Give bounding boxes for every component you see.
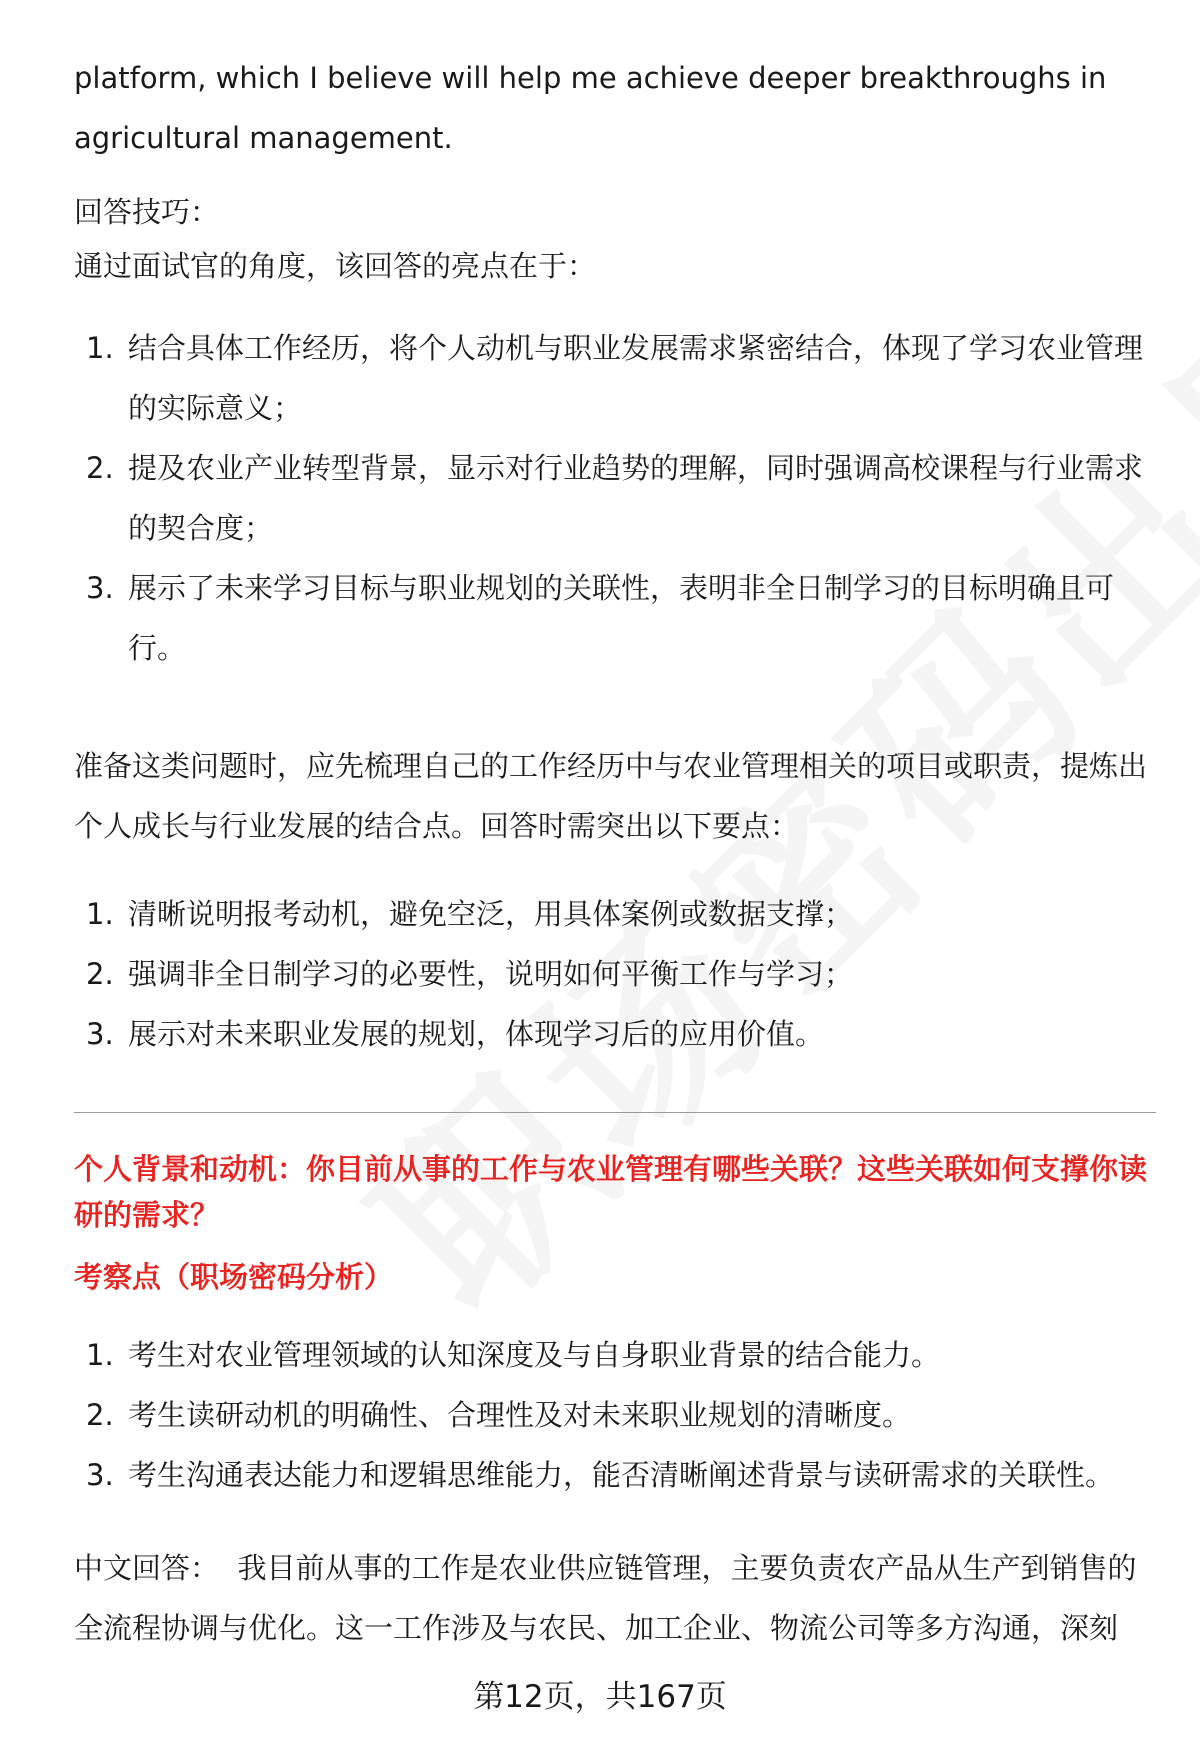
tips-intro: 通过面试官的角度，该回答的亮点在于： (74, 249, 597, 283)
tips-list (74, 318, 1154, 678)
prep-paragraph: 准备这类问题时，应先梳理自己的工作经历中与农业管理相关的项目或职责，提炼出个人成长与行业发展的结合点。回答时需突出以下要点： (74, 749, 1148, 843)
list-item: 2. 提及农业产业转型背景，显示对行业趋势的理解，同时强调高校课程与行业需求的契合度； (86, 451, 1144, 545)
list-item: 3. 考生沟通表达能力和逻辑思维能力，能否清晰阐述背景与读研需求的关联性。 (86, 1458, 1115, 1492)
list-item: 3. 展示对未来职业发展的规划，体现学习后的应用价值。 (86, 1017, 825, 1051)
page-number: 第12页，共167页 (473, 1679, 727, 1715)
list-item: 1. 考生对农业管理领域的认知深度及与自身职业背景的结合能力。 (86, 1338, 941, 1372)
analysis-list (74, 1325, 1154, 1505)
intro-paragraph: platform, which I believe will help me achieve deeper breakthroughs in agricultural management. (74, 61, 1107, 155)
section-divider (74, 1112, 1156, 1113)
answer-paragraph (74, 1538, 1154, 1658)
answer-label: 中文回答： (74, 1551, 220, 1585)
list-item: 3. 展示了未来学习目标与职业规划的关联性，表明非全日制学习的目标明确且可行。 (86, 571, 1115, 665)
answer-text: 我目前从事的工作是农业供应链管理，主要负责农产品从生产到销售的全流程协调与优化。这一工作涉及与农民、加工企业、物流公司等多方沟通，深刻 (74, 1551, 1137, 1645)
analysis-subtitle: 考察点（职场密码分析） (74, 1260, 394, 1294)
list-item: 2. 强调非全日制学习的必要性，说明如何平衡工作与学习； (86, 957, 854, 991)
question-title: 个人背景和动机：你目前从事的工作与农业管理有哪些关联？这些关联如何支撑你读研的需求？ (74, 1152, 1148, 1232)
prep-list (74, 884, 1154, 1064)
list-item: 1. 结合具体工作经历，将个人动机与职业发展需求紧密结合，体现了学习农业管理的实际意义； (86, 331, 1144, 425)
list-item: 1. 清晰说明报考动机，避免空泛，用具体案例或数据支撑； (86, 897, 854, 931)
tips-label: 回答技巧： (74, 195, 220, 229)
list-item: 2. 考生读研动机的明确性、合理性及对未来职业规划的清晰度。 (86, 1398, 912, 1432)
